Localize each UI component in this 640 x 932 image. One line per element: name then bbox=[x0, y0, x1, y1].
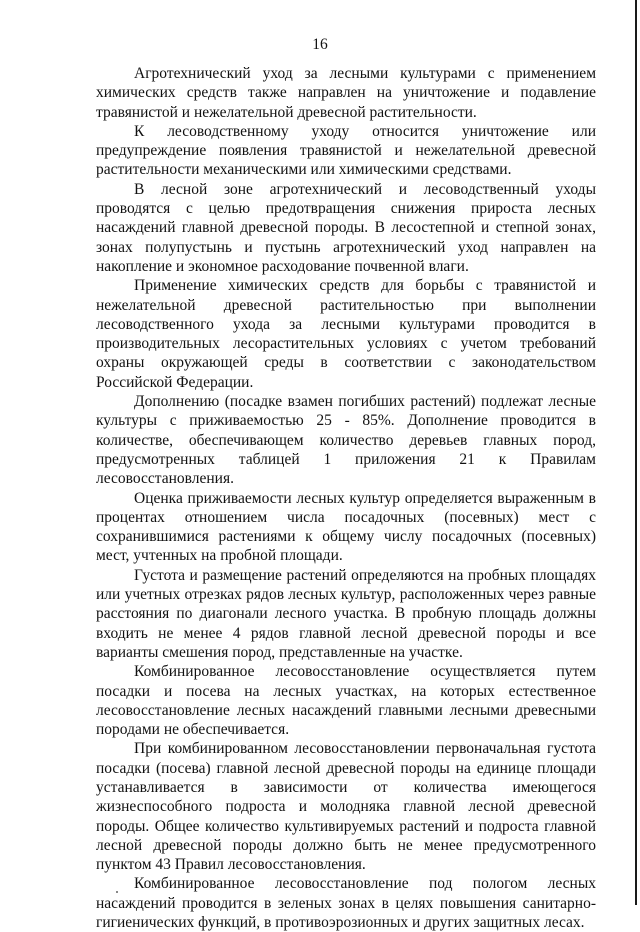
page-number: 16 bbox=[312, 36, 328, 53]
paragraph-7: Густота и размещение растений определяются на пробных площадях или учетных отрезках рядов лесных культур, расположенных через равные расстояния по диагонали лесного участка. В пробную площадь должны входить не менее 4 рядов главной лесной древесной породы и все варианты смешения пород, представленные на участке. bbox=[96, 566, 596, 661]
paragraph-6: Оценка приживаемости лесных культур определяется выраженным в процентах отношением числа посадочных (посевных) мест с сохранившимися растениями к общему числу посадочных (посевных) мест, учтенных на пробной площади. bbox=[96, 489, 596, 565]
paragraph-9: При комбинированном лесовосстановлении первоначальная густота посадки (посева) главной лесной древесной породы на единице площади устанавливается в зависимости от количества имеющегося жизнеспособного подроста и молодняка главной лесной древесной породы. Общее количество культивируемых растений и подроста главной лесной древесной породы должно быть не менее предусмотренного пунктом 43 Правил лесовосстановления. bbox=[96, 740, 596, 874]
paragraph-4: Применение химических средств для борьбы с травянистой и нежелательной древесной растительностью при выполнении лесоводственного ухода за лесными культурами проводится в производительных лесорастительных условиях с учетом требований охраны окружающей среды в соответствии с законодательством Российской Федерации. bbox=[96, 277, 596, 391]
paragraph-3: В лесной зоне агротехнический и лесоводственный уходы проводятся с целью предотвращения снижения прироста лесных насаждений главной древесной породы. В лесостепной и степной зонах, зонах полупустынь и пустынь агротехнический уход направлен на накопление и экономное расходование почвенной влаги. bbox=[96, 180, 596, 275]
scan-artifact bbox=[116, 891, 118, 893]
paragraph-5: Дополнению (посадке взамен погибших растений) подлежат лесные культуры с приживаемостью 25 - 85%. Дополнение проводится в количестве, обеспечивающем количество деревьев главных пород, предусмотренных таблицей 1 приложения 21 к Правилам лесовосстановления. bbox=[96, 393, 596, 488]
paragraph-1: Агротехнический уход за лесными культурами с применением химических средств также направлен на уничтожение и подавление травянистой и нежелательной древесной растительности. bbox=[96, 65, 596, 121]
paragraph-2: К лесоводственному уходу относится уничтожение или предупреждение появления травянистой и нежелательной древесной растительности механическими или химическими средствами. bbox=[96, 122, 596, 179]
paragraph-10: Комбинированное лесовосстановление под пологом лесных насаждений проводится в зеленых зонах в целях повышения санитарно-гигиенических функций, в противоэрозионных и других защитных лесах. bbox=[96, 875, 596, 932]
document-body bbox=[96, 64, 596, 932]
page-edge-line bbox=[635, 0, 637, 905]
paragraph-8: Комбинированное лесовосстановление осуществляется путем посадки и посева на лесных участках, на которых естественное лесовосстановление лесных насаждений главными лесными древесными породами не обеспечивается. bbox=[96, 663, 596, 739]
